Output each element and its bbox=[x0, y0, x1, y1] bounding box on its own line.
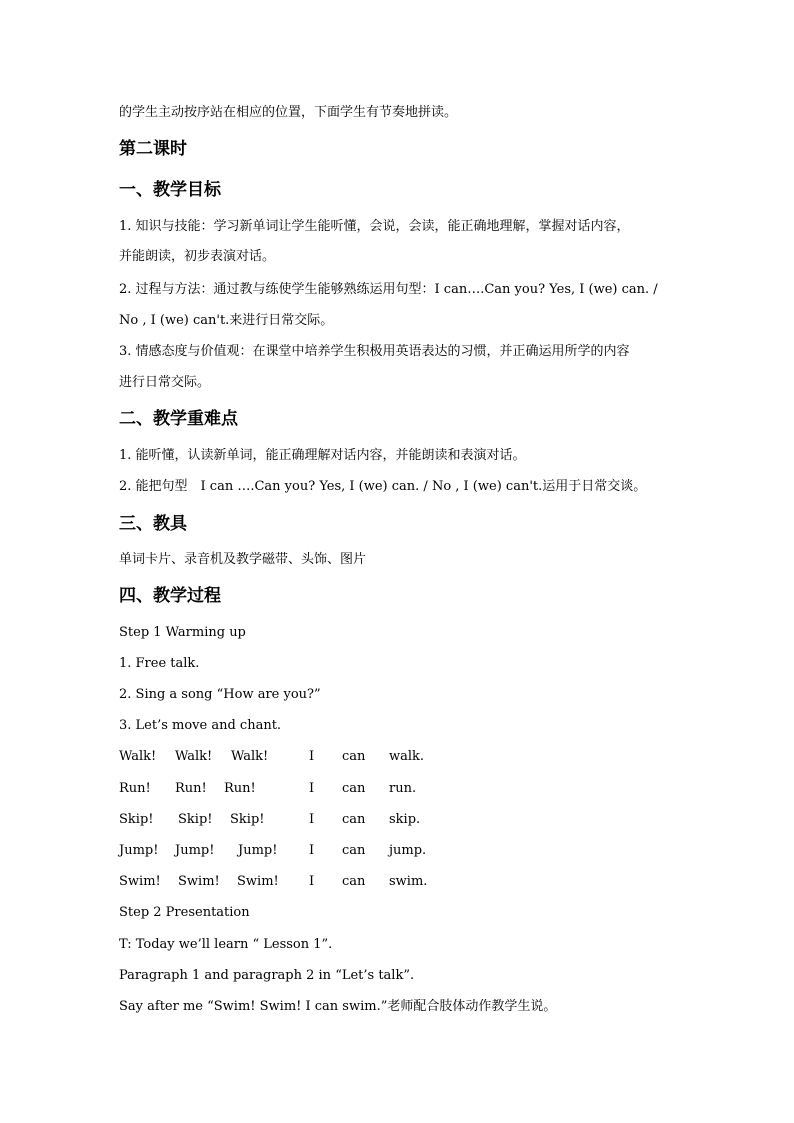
section1-heading: 一、教学目标 bbox=[119, 180, 221, 200]
section2-heading: 二、教学重难点 bbox=[119, 409, 238, 429]
chant-word: Jump! bbox=[119, 843, 159, 858]
step2-item: T: Today we’ll learn “ Lesson 1”. bbox=[119, 937, 333, 952]
chant-row bbox=[119, 812, 479, 828]
step1-item: 3. Let’s move and chant. bbox=[119, 718, 282, 733]
chant-word: I bbox=[309, 812, 315, 827]
section4-heading: 四、教学过程 bbox=[119, 586, 221, 606]
chant-word: Skip! bbox=[119, 812, 154, 827]
step1-title: Step 1 Warming up bbox=[119, 625, 246, 640]
chant-word: Walk! bbox=[119, 749, 157, 764]
chant-word: walk. bbox=[389, 749, 425, 764]
section3-heading: 三、教具 bbox=[119, 514, 187, 534]
chant-word: jump. bbox=[389, 843, 427, 858]
section1-item: 3. 情感态度与价值观：在课堂中培养学生积极用英语表达的习惯，并正确运用所学的内容 bbox=[119, 344, 630, 359]
section1-item: 并能朗读，初步表演对话。 bbox=[119, 249, 276, 264]
step2-item: Paragraph 1 and paragraph 2 in “Let’s talk”. bbox=[119, 968, 415, 983]
section2-item: 1. 能听懂，认读新单词，能正确理解对话内容，并能朗读和表演对话。 bbox=[119, 448, 526, 463]
chant-word: can bbox=[342, 874, 366, 889]
chant-word: can bbox=[342, 843, 366, 858]
chant-word: Jump! bbox=[175, 843, 215, 858]
chant-word: Swim! bbox=[119, 874, 161, 889]
section2-item: 2. 能把句型 I can ….Can you? Yes, I (we) can. / No , I (we) can't.运用于日常交谈。 bbox=[119, 479, 647, 494]
section1-item: 1. 知识与技能：学习新单词让学生能听懂，会说，会读，能正确地理解，掌握对话内容， bbox=[119, 219, 630, 234]
chant-word: Skip! bbox=[178, 812, 213, 827]
chant-word: Walk! bbox=[231, 749, 269, 764]
chant-row bbox=[119, 874, 479, 890]
lesson-title: 第二课时 bbox=[119, 139, 187, 159]
step1-item: 2. Sing a song “How are you?” bbox=[119, 687, 321, 702]
chant-word: swim. bbox=[389, 874, 428, 889]
chant-word: Swim! bbox=[178, 874, 220, 889]
chant-word: Run! bbox=[175, 781, 207, 796]
section1-item: No , I (we) can't.来进行日常交际。 bbox=[119, 313, 334, 328]
chant-word: run. bbox=[389, 781, 417, 796]
section1-item: 2. 过程与方法：通过教与练使学生能够熟练运用句型：I can….Can you? Yes, I (we) can. / bbox=[119, 282, 658, 297]
chant-word: I bbox=[309, 843, 315, 858]
chant-word: Skip! bbox=[230, 812, 265, 827]
chant-word: I bbox=[309, 874, 315, 889]
chant-row bbox=[119, 781, 479, 797]
step2-item: Say after me “Swim! Swim! I can swim.”老师配合肢体动作教学生说。 bbox=[119, 999, 557, 1014]
chant-word: I bbox=[309, 749, 315, 764]
step2-title: Step 2 Presentation bbox=[119, 905, 250, 920]
step1-item: 1. Free talk. bbox=[119, 656, 200, 671]
section1-item: 进行日常交际。 bbox=[119, 375, 211, 390]
chant-word: can bbox=[342, 812, 366, 827]
chant-word: Walk! bbox=[175, 749, 213, 764]
chant-word: can bbox=[342, 749, 366, 764]
chant-row bbox=[119, 749, 479, 765]
chant-word: Swim! bbox=[237, 874, 279, 889]
intro-line: 的学生主动按序站在相应的位置，下面学生有节奏地拼读。 bbox=[119, 105, 458, 120]
section3-text: 单词卡片、录音机及教学磁带、头饰、图片 bbox=[119, 552, 367, 567]
chant-word: Run! bbox=[119, 781, 151, 796]
chant-word: Jump! bbox=[238, 843, 278, 858]
chant-word: skip. bbox=[389, 812, 421, 827]
chant-row bbox=[119, 843, 479, 859]
chant-word: can bbox=[342, 781, 366, 796]
chant-word: I bbox=[309, 781, 315, 796]
chant-word: Run! bbox=[224, 781, 256, 796]
